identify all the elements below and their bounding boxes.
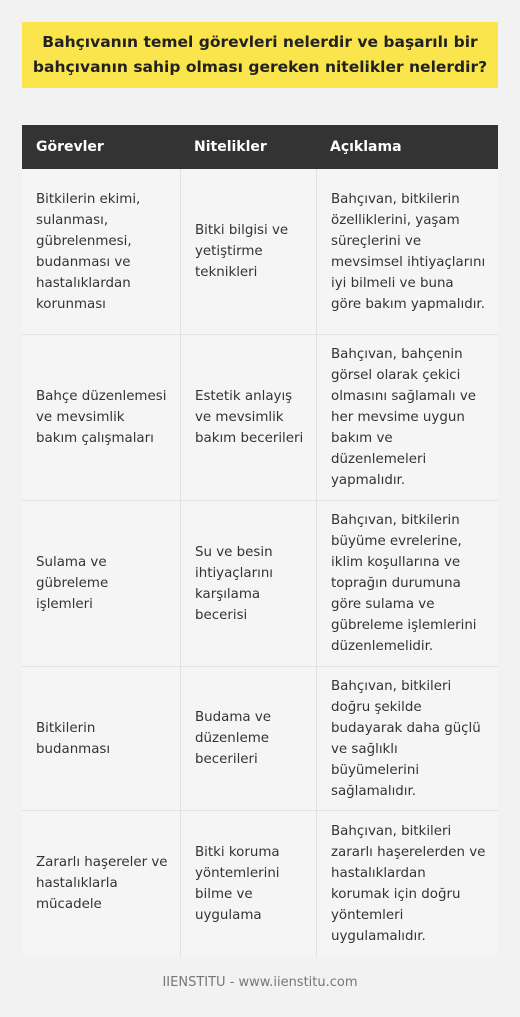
cell-gorev: Bitkilerin budanması bbox=[36, 720, 111, 757]
table-header bbox=[22, 125, 498, 169]
footer-credit: IIENSTITU - www.iienstitu.com bbox=[162, 975, 358, 990]
table-row bbox=[22, 169, 498, 335]
header-gorevler: Görevler bbox=[36, 139, 104, 155]
info-table bbox=[22, 125, 498, 956]
cell-nitelik: Bitki koruma yöntemlerini bilme ve uygulama bbox=[180, 811, 316, 956]
cell-aciklama: Bahçıvan, bitkileri doğru şekilde budayarak daha güçlü ve sağlıklı büyümelerini sağlamalıdır. bbox=[316, 667, 498, 810]
cell-gorev: Sulama ve gübreleme işlemleri bbox=[36, 555, 109, 612]
cell-nitelik: Estetik anlayış ve mevsimlik bakım becerileri bbox=[180, 335, 316, 500]
table-row bbox=[22, 811, 498, 956]
header-aciklama: Açıklama bbox=[330, 139, 402, 155]
table-row bbox=[22, 667, 498, 811]
cell-nitelik: Bitki bilgisi ve yetiştirme teknikleri bbox=[180, 169, 316, 334]
cell-gorev: Bitkilerin ekimi, sulanması, gübrelenmesi, budanması ve hastalıklardan korunması bbox=[36, 191, 141, 312]
cell-aciklama: Bahçıvan, bitkilerin büyüme evrelerine, iklim koşullarına ve toprağın durumuna göre sulama ve gübreleme işlemlerini düzenlemelidir. bbox=[316, 501, 498, 666]
page-title: Bahçıvanın temel görevleri nelerdir ve başarılı bir bahçıvanın sahip olması gereken nitelikler nelerdir? bbox=[32, 33, 488, 76]
title-banner bbox=[22, 22, 498, 88]
cell-gorev: Zararlı haşereler ve hastalıklarla mücadele bbox=[36, 855, 168, 912]
header-nitelikler: Nitelikler bbox=[194, 139, 267, 155]
cell-aciklama: Bahçıvan, bitkileri zararlı haşerelerden ve hastalıklardan korumak için doğru yöntemleri uygulamalıdır. bbox=[316, 811, 498, 956]
table-row bbox=[22, 335, 498, 501]
cell-aciklama: Bahçıvan, bahçenin görsel olarak çekici olmasını sağlamalı ve her mevsime uygun bakım ve düzenlemeleri yapmalıdır. bbox=[316, 335, 498, 500]
cell-gorev: Bahçe düzenlemesi ve mevsimlik bakım çalışmaları bbox=[36, 389, 167, 446]
table-row bbox=[22, 501, 498, 667]
cell-aciklama: Bahçıvan, bitkilerin özelliklerini, yaşam süreçlerini ve mevsimsel ihtiyaçlarını iyi bilmeli ve buna göre bakım yapmalıdır. bbox=[316, 169, 498, 334]
cell-nitelik: Budama ve düzenleme becerileri bbox=[180, 667, 316, 810]
cell-nitelik: Su ve besin ihtiyaçlarını karşılama becerisi bbox=[180, 501, 316, 666]
